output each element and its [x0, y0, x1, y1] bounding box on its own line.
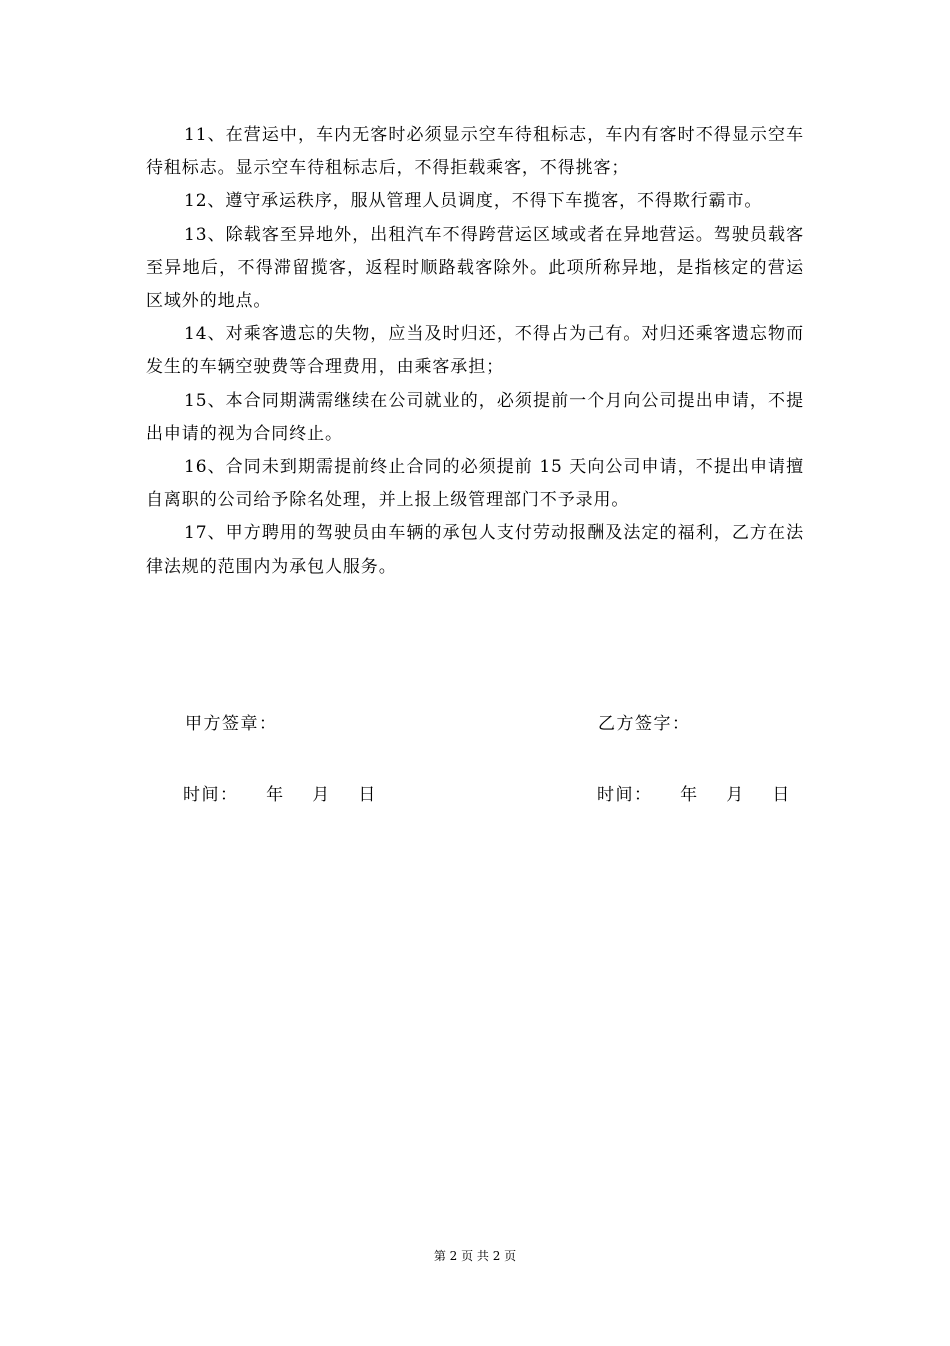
clause-12: 12、遵守承运秩序，服从管理人员调度，不得下车揽客，不得欺行霸市。 — [184, 191, 763, 212]
clause-17: 17、甲方聘用的驾驶员由车辆的承包人支付劳动报酬及法定的福利，乙方在法律法规的范围内为承包人服务。 — [146, 523, 804, 577]
clause-11: 11、在营运中，车内无客时必须显示空车待租标志，车内有客时不得显示空车待租标志。显示空车待租标志后，不得拒载乘客，不得挑客； — [146, 125, 804, 179]
clause-14: 14、对乘客遗忘的失物，应当及时归还，不得占为己有。对归还乘客遗忘物而发生的车辆空驶费等合理费用，由乘客承担； — [146, 324, 804, 378]
clause-15: 15、本合同期满需继续在公司就业的，必须提前一个月向公司提出申请，不提出申请的视为合同终止。 — [146, 390, 804, 444]
party-b-signature-label: 乙方签字： — [598, 714, 691, 734]
page-number-footer: 第 2 页 共 2 页 — [433, 1249, 517, 1263]
clause-13: 13、除载客至异地外，出租汽车不得跨营运区域或者在异地营运。驾驶员载客至异地后，不得滞留揽客，返程时顺路载客除外。此项所称异地，是指核定的营运区域外的地点。 — [146, 224, 804, 312]
party-a-date-line: 时间： 年 月 日 — [183, 785, 377, 805]
clause-16: 16、合同未到期需提前终止合同的必须提前 15 天向公司申请，不提出申请擅自离职的公司给予除名处理，并上报上级管理部门不予录用。 — [146, 457, 804, 511]
party-a-seal-label: 甲方签章： — [185, 714, 278, 734]
party-b-date-line: 时间： 年 月 日 — [597, 785, 791, 805]
contract-clauses — [146, 119, 804, 584]
